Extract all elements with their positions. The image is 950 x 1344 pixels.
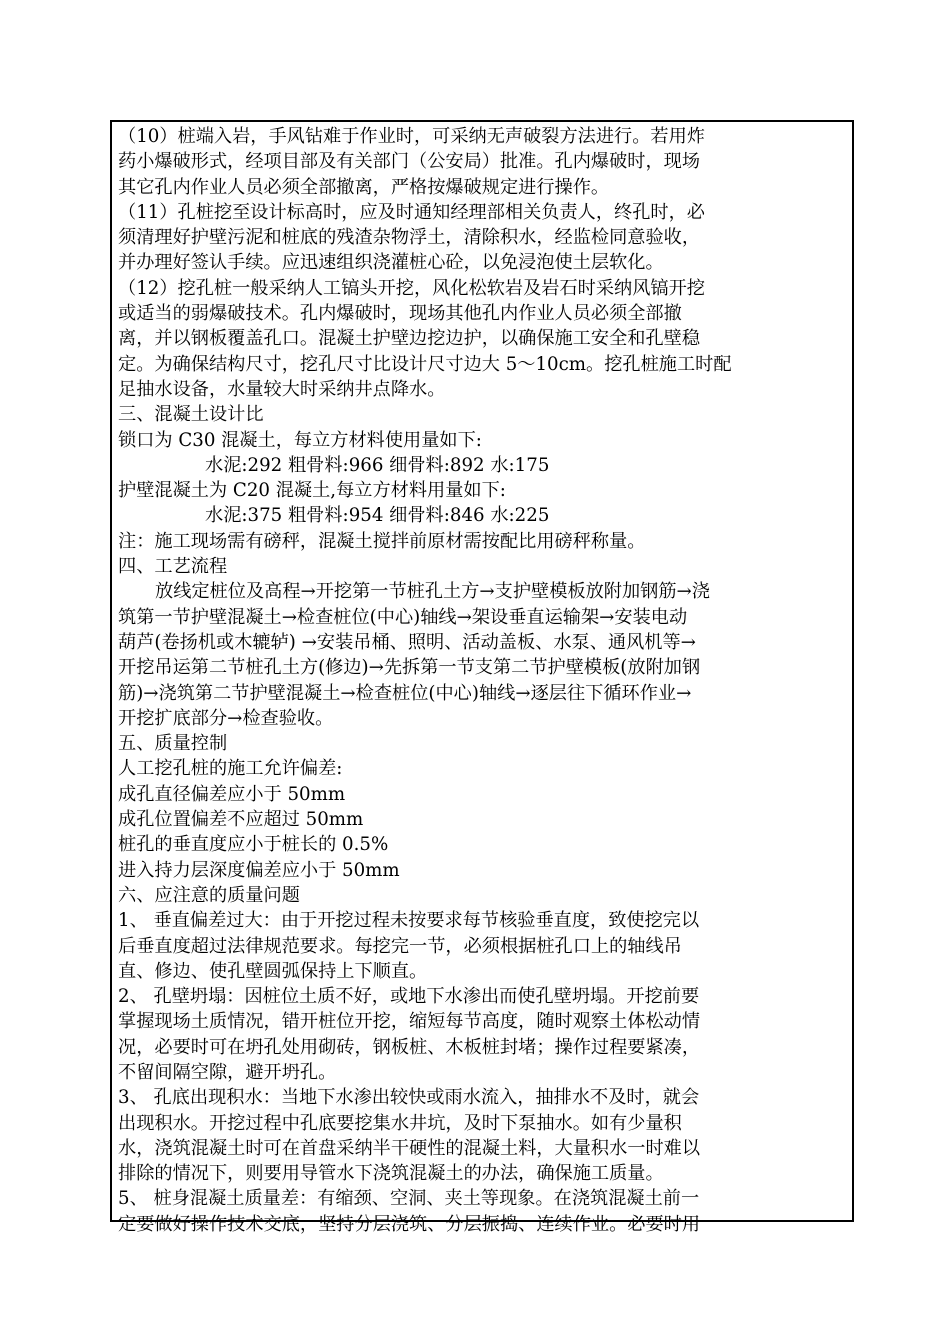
text-line: 药小爆破形式，经项目部及有关部门（公安局）批准。孔内爆破时，现场 xyxy=(118,151,701,173)
text-line: 三、混凝土设计比 xyxy=(118,404,264,426)
text-line: 排除的情况下，则要用导管水下浇筑混凝土的办法，确保施工质量。 xyxy=(118,1163,664,1185)
text-line: 其它孔内作业人员必须全部撤离，严格按爆破规定进行操作。 xyxy=(118,176,610,198)
text-line: 锁口为 C30 混凝土，每立方材料使用量如下: xyxy=(118,429,482,451)
text-line: 定要做好操作技术交底，坚持分层浇筑、分层振捣、连续作业。必要时用 xyxy=(118,1213,701,1235)
text-line: 五、质量控制 xyxy=(118,733,228,755)
text-line: 葫芦(卷扬机或木辘轳) →安装吊桶、照明、活动盖板、水泵、通风机等→ xyxy=(118,631,696,653)
text-line: （10）桩端入岩，手风钻难于作业时，可采纳无声破裂方法进行。若用炸 xyxy=(118,126,705,147)
text-line: 3、 孔底出现积水：当地下水渗出较快或雨水流入，抽排水不及时，就会 xyxy=(118,1087,700,1109)
text-line: 筋)→浇筑第二节护壁混凝土→检查桩位(中心)轴线→逐层往下循环作业→ xyxy=(118,682,692,704)
text-line: 开挖扩底部分→检查验收。 xyxy=(118,707,334,729)
text-line: 水，浇筑混凝土时可在首盘采纳半干硬性的混凝土料，大量积水一时难以 xyxy=(118,1137,701,1159)
text-line: 1、 垂直偏差过大：由于开挖过程未按要求每节核验垂直度，致使挖完以 xyxy=(118,910,700,932)
text-line: 四、工艺流程 xyxy=(118,556,228,578)
document-frame xyxy=(110,120,854,1235)
text-line: 六、应注意的质量问题 xyxy=(118,884,300,906)
text-line: 直、修边、使孔壁圆弧保持上下顺直。 xyxy=(118,960,428,982)
text-line: 筑第一节护壁混凝土→检查桩位(中心)轴线→架设垂直运输架→安装电动 xyxy=(118,606,688,628)
text-line: 水泥:292 粗骨料:966 细骨料:892 水:175 xyxy=(205,454,550,476)
text-line: 或适当的弱爆破技术。孔内爆破时，现场其他孔内作业人员必须全部撤 xyxy=(118,303,682,325)
text-line: 成孔直径偏差应小于 50mm xyxy=(118,783,346,805)
text-line: 放线定桩位及高程→开挖第一节桩孔土方→支护壁模板放附加钢筋→浇 xyxy=(155,581,710,603)
text-line: 成孔位置偏差不应超过 50mm xyxy=(118,809,364,831)
text-line: 水泥:375 粗骨料:954 细骨料:846 水:225 xyxy=(205,505,550,527)
text-line: 掌握现场土质情况，错开桩位开挖，缩短每节高度，随时观察土体松动情 xyxy=(118,1011,701,1033)
text-line: （11）孔桩挖至设计标高时，应及时通知经理部相关负责人，终孔时，必 xyxy=(118,201,705,223)
text-line: 足抽水设备，水量较大时采纳井点降水。 xyxy=(118,378,446,400)
text-line: 开挖吊运第二节桩孔土方(修边)→先拆第一节支第二节护壁模板(放附加钢 xyxy=(118,657,701,679)
text-line: 定。为确保结构尺寸，挖孔尺寸比设计尺寸边大 5～10cm。挖孔桩施工时配 xyxy=(118,353,732,375)
text-line: 护壁混凝土为 C20 混凝土,每立方材料用量如下: xyxy=(118,480,506,502)
text-line: 不留间隔空隙，避开坍孔。 xyxy=(118,1061,337,1083)
text-line: 桩孔的垂直度应小于桩长的 0.5% xyxy=(118,834,389,856)
text-line: 5、 桩身混凝土质量差：有缩颈、空洞、夹土等现象。在浇筑混凝土前一 xyxy=(118,1188,700,1210)
text-line: 注：施工现场需有磅秤，混凝土搅拌前原材需按配比用磅秤称量。 xyxy=(118,530,646,552)
text-line: 进入持力层深度偏差应小于 50mm xyxy=(118,859,400,881)
text-line: 后垂直度超过法律规范要求。每挖完一节，必须根据桩孔口上的轴线吊 xyxy=(118,935,682,957)
text-line: 人工挖孔桩的施工允许偏差: xyxy=(118,758,343,780)
document-body xyxy=(118,124,852,1237)
text-line: （12）挖孔桩一般采纳人工镐头开挖，风化松软岩及岩石时采纳风镐开挖 xyxy=(118,277,705,299)
text-line: 并办理好签认手续。应迅速组织浇灌桩心砼，以免浸泡使土层软化。 xyxy=(118,252,664,274)
text-line: 况，必要时可在坍孔处用砌砖，钢板桩、木板桩封堵；操作过程要紧凑， xyxy=(118,1036,701,1058)
text-line: 出现积水。开挖过程中孔底要挖集水井坑，及时下泵抽水。如有少量积 xyxy=(118,1112,682,1134)
text-line: 须清理好护壁污泥和桩底的残渣杂物浮土，清除积水，经监检同意验收， xyxy=(118,227,701,249)
text-line: 2、 孔壁坍塌：因桩位土质不好，或地下水渗出而使孔壁坍塌。开挖前要 xyxy=(118,986,700,1008)
text-line: 离，并以钢板覆盖孔口。混凝土护壁边挖边护，以确保施工安全和孔壁稳 xyxy=(118,328,701,350)
